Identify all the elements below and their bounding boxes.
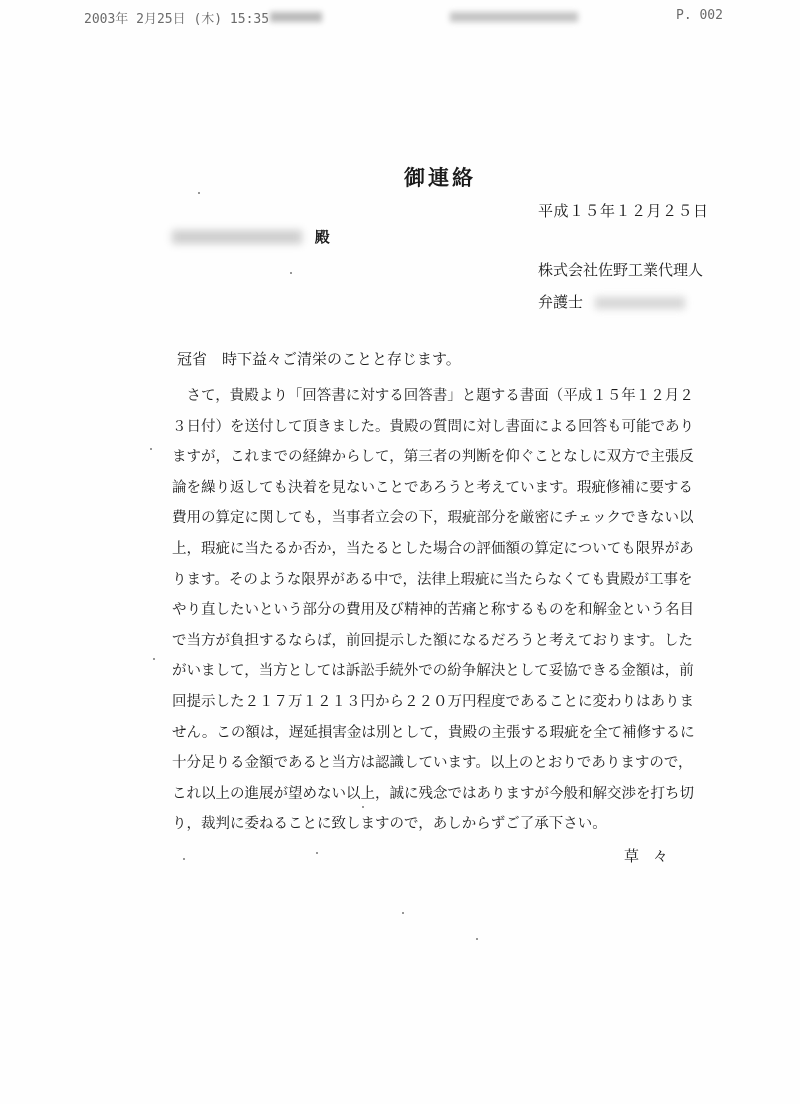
body-line: 上，瑕疵に当たるか否か，当たるとした場合の評価額の算定についても限界があ [172, 540, 694, 557]
scan-speck [150, 448, 152, 450]
closing-salutation: 草々 [624, 847, 683, 865]
scan-speck [476, 938, 478, 940]
scan-speck [290, 272, 292, 274]
body-line: ３日付）を送付して頂きました。貴殿の質問に対し書面による回答も可能であり [172, 418, 694, 435]
redacted-addressee-name [172, 230, 302, 244]
fax-timestamp: 2003年 2月25日 (木) 15:35 [84, 12, 270, 27]
sender-company: 株式会社佐野工業代理人 [538, 261, 704, 279]
body-line: せん。この額は，遅延損害金は別として，貴殿の主張する瑕疵を全て補修するに [172, 724, 695, 741]
body-line: 論を繰り返しても決着を見ないことであろうと考えています。瑕疵修補に要する [172, 479, 693, 496]
document-title: 御連絡 [404, 166, 476, 190]
body-line: がいまして，当方としては訴訟手続外での紛争解決として妥協できる金額は，前 [172, 663, 694, 680]
body-line: やり直したいという部分の費用及び精神的苦痛と称するものを和解金という名目 [172, 602, 694, 619]
scan-speck [316, 852, 318, 854]
body-line: これ以上の進展が望めない以上，誠に残念ではありますが今般和解交渉を打ち切 [172, 785, 694, 802]
scan-speck [402, 912, 404, 914]
body-line: ります。そのような限界がある中で，法律上瑕疵に当たらなくても貴殿が工事を [172, 571, 693, 588]
scan-speck [362, 806, 364, 808]
body-line: さて，貴殿より「回答書に対する回答書」と題する書面（平成１５年１２月２ [172, 388, 694, 404]
redacted-fax-number [450, 12, 578, 22]
scan-speck [183, 858, 185, 860]
sender-title: 弁護士 [538, 293, 584, 311]
addressee-suffix: 殿 [314, 228, 330, 246]
body-line: 費用の算定に関しても，当事者立会の下，瑕疵部分を厳密にチェックできない以 [172, 510, 694, 527]
body-line: 十分足りる金額であると当方は認識しています。以上のとおりでありますので， [172, 755, 693, 772]
body-line: り，裁判に委ねることに致しますので，あしからずご了承下さい。 [172, 816, 607, 833]
redacted-lawyer-name [595, 297, 685, 309]
greeting: 冠省 時下益々ご清栄のことと存じます。 [177, 350, 461, 368]
addressee [172, 226, 330, 247]
sender-lawyer [538, 291, 685, 312]
scan-speck [153, 658, 155, 660]
body-line: で当方が負担するならば，前回提示した額になるだろうと考えております。した [172, 632, 693, 649]
body-line: ますが，これまでの経緯からして，第三者の判断を仰ぐことなしに双方で主張反 [172, 449, 694, 466]
body-line: 回提示した２１７万１２１３円から２２０万円程度であることに変わりはありま [172, 693, 694, 710]
letter-body [172, 381, 720, 840]
scan-speck [198, 192, 200, 194]
fax-page-number: P. 002 [676, 8, 723, 23]
document-date: 平成１５年１２月２５日 [538, 202, 709, 220]
redacted-sender-name [270, 12, 322, 22]
fax-header [0, 6, 800, 28]
